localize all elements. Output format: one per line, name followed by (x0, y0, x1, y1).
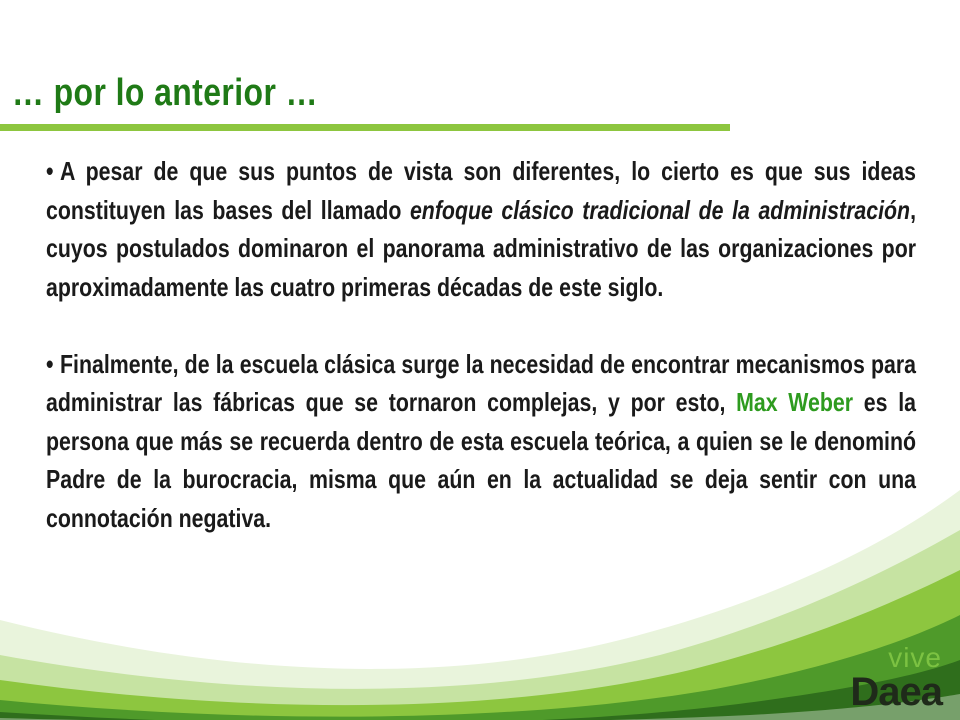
paragraph-2-highlight: Max Weber (736, 387, 854, 417)
bullet-icon: • (46, 156, 54, 186)
paragraph-1-emphasis: enfoque clásico tradicional de la administración (409, 194, 911, 225)
paragraph-1-text-after: , cuyos postulados dominaron el panorama administrativo de las organizaciones por aproximadamente las cuatro primeras décadas de este siglo. (46, 194, 917, 302)
title-underline (0, 124, 730, 131)
slide-title: … por lo anterior … (12, 72, 318, 114)
paragraph-2-text-before: Finalmente, de la escuela clásica surge la necesidad de encontrar mecanismos para administrar las fábricas que se tornaron complejas, y por esto, (46, 348, 917, 417)
brand-logo (846, 644, 942, 712)
logo-vive-text: vive (888, 642, 942, 673)
logo-daea-text: Daea (850, 670, 942, 714)
bullet-icon: • (46, 348, 54, 379)
paragraph-1 (46, 152, 916, 306)
decorative-wave (0, 490, 960, 720)
paragraph-2-text-after: es la persona que más se recuerda dentro de esta escuela teórica, a quien se le denominó Padre de la burocracia, misma que aún en la actualidad se deja sentir con una connotación negativa. (46, 387, 917, 533)
paragraph-1-text-before: A pesar de que sus puntos de vista son diferentes, lo cierto es que sus ideas constituyen las bases del llamado (46, 156, 917, 225)
